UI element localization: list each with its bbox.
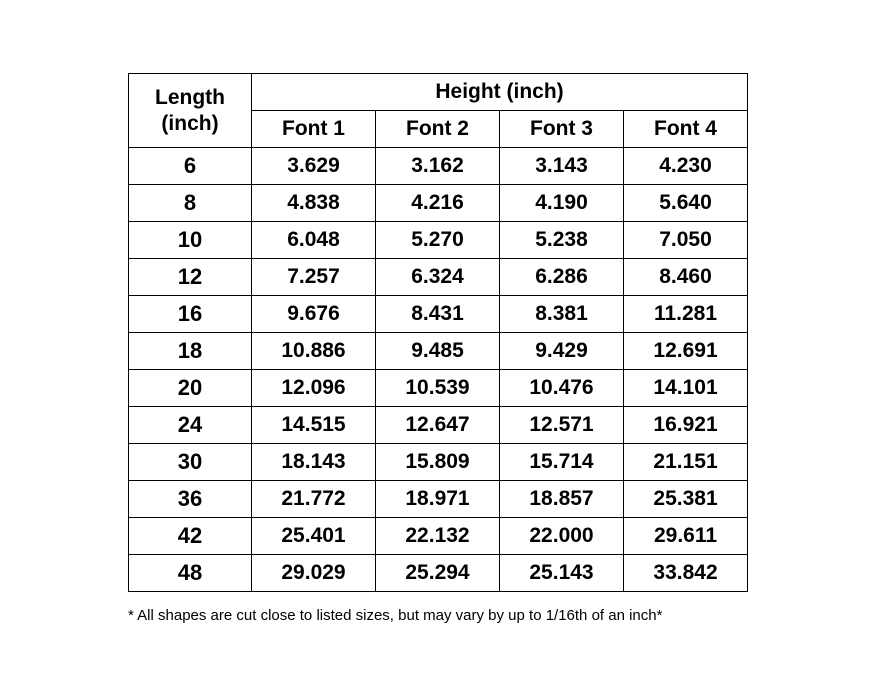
table-row — [129, 296, 748, 333]
height-cell-font-1: 14.515 — [252, 407, 376, 444]
height-cell-font-3: 9.429 — [500, 333, 624, 370]
height-cell-font-1: 18.143 — [252, 444, 376, 481]
height-cell-font-1: 25.401 — [252, 518, 376, 555]
height-cell-font-1: 4.838 — [252, 185, 376, 222]
height-cell-font-2: 9.485 — [376, 333, 500, 370]
height-cell-font-1: 29.029 — [252, 555, 376, 592]
table-row — [129, 555, 748, 592]
height-cell-font-3: 15.714 — [500, 444, 624, 481]
height-cell-font-3: 22.000 — [500, 518, 624, 555]
height-cell-font-1: 10.886 — [252, 333, 376, 370]
table-row — [129, 370, 748, 407]
table-row — [129, 444, 748, 481]
height-cell-font-1: 3.629 — [252, 148, 376, 185]
length-cell: 16 — [129, 296, 252, 333]
height-cell-font-2: 15.809 — [376, 444, 500, 481]
height-cell-font-3: 10.476 — [500, 370, 624, 407]
height-cell-font-2: 25.294 — [376, 555, 500, 592]
size-table — [128, 73, 748, 592]
font-1-header: Font 1 — [252, 111, 376, 148]
height-cell-font-4: 16.921 — [624, 407, 748, 444]
height-cell-font-2: 10.539 — [376, 370, 500, 407]
table-row — [129, 407, 748, 444]
height-cell-font-4: 11.281 — [624, 296, 748, 333]
height-cell-font-4: 14.101 — [624, 370, 748, 407]
height-cell-font-1: 6.048 — [252, 222, 376, 259]
table-row — [129, 185, 748, 222]
length-column-header — [129, 74, 252, 148]
height-cell-font-4: 8.460 — [624, 259, 748, 296]
height-cell-font-3: 5.238 — [500, 222, 624, 259]
height-cell-font-3: 8.381 — [500, 296, 624, 333]
font-4-header: Font 4 — [624, 111, 748, 148]
length-cell: 42 — [129, 518, 252, 555]
height-cell-font-2: 3.162 — [376, 148, 500, 185]
height-cell-font-2: 8.431 — [376, 296, 500, 333]
length-cell: 6 — [129, 148, 252, 185]
length-cell: 36 — [129, 481, 252, 518]
table-row — [129, 259, 748, 296]
footnote: * All shapes are cut close to listed sizes, but may vary by up to 1/16th of an inch* — [128, 607, 663, 624]
height-cell-font-3: 18.857 — [500, 481, 624, 518]
height-cell-font-4: 7.050 — [624, 222, 748, 259]
length-cell: 8 — [129, 185, 252, 222]
length-header-unit: (inch) — [161, 111, 219, 135]
length-cell: 30 — [129, 444, 252, 481]
height-cell-font-2: 5.270 — [376, 222, 500, 259]
height-cell-font-3: 3.143 — [500, 148, 624, 185]
table-header — [129, 74, 748, 148]
length-cell: 20 — [129, 370, 252, 407]
table-row — [129, 481, 748, 518]
height-cell-font-1: 12.096 — [252, 370, 376, 407]
height-cell-font-4: 33.842 — [624, 555, 748, 592]
height-cell-font-2: 12.647 — [376, 407, 500, 444]
height-cell-font-3: 6.286 — [500, 259, 624, 296]
height-cell-font-2: 6.324 — [376, 259, 500, 296]
height-cell-font-4: 29.611 — [624, 518, 748, 555]
height-cell-font-4: 12.691 — [624, 333, 748, 370]
length-cell: 18 — [129, 333, 252, 370]
height-cell-font-1: 21.772 — [252, 481, 376, 518]
header-row-1 — [129, 74, 748, 111]
table-row — [129, 222, 748, 259]
height-cell-font-4: 5.640 — [624, 185, 748, 222]
table-body — [129, 148, 748, 592]
height-cell-font-2: 4.216 — [376, 185, 500, 222]
height-cell-font-2: 22.132 — [376, 518, 500, 555]
table-row — [129, 333, 748, 370]
length-cell: 12 — [129, 259, 252, 296]
height-cell-font-4: 25.381 — [624, 481, 748, 518]
height-cell-font-1: 9.676 — [252, 296, 376, 333]
height-group-header: Height (inch) — [252, 74, 748, 111]
height-cell-font-4: 4.230 — [624, 148, 748, 185]
height-cell-font-4: 21.151 — [624, 444, 748, 481]
height-cell-font-2: 18.971 — [376, 481, 500, 518]
font-3-header: Font 3 — [500, 111, 624, 148]
length-cell: 48 — [129, 555, 252, 592]
height-cell-font-3: 25.143 — [500, 555, 624, 592]
table-row — [129, 518, 748, 555]
height-cell-font-3: 4.190 — [500, 185, 624, 222]
height-cell-font-1: 7.257 — [252, 259, 376, 296]
height-cell-font-3: 12.571 — [500, 407, 624, 444]
length-cell: 24 — [129, 407, 252, 444]
length-header-label: Length — [155, 85, 225, 109]
length-cell: 10 — [129, 222, 252, 259]
font-2-header: Font 2 — [376, 111, 500, 148]
table-row — [129, 148, 748, 185]
